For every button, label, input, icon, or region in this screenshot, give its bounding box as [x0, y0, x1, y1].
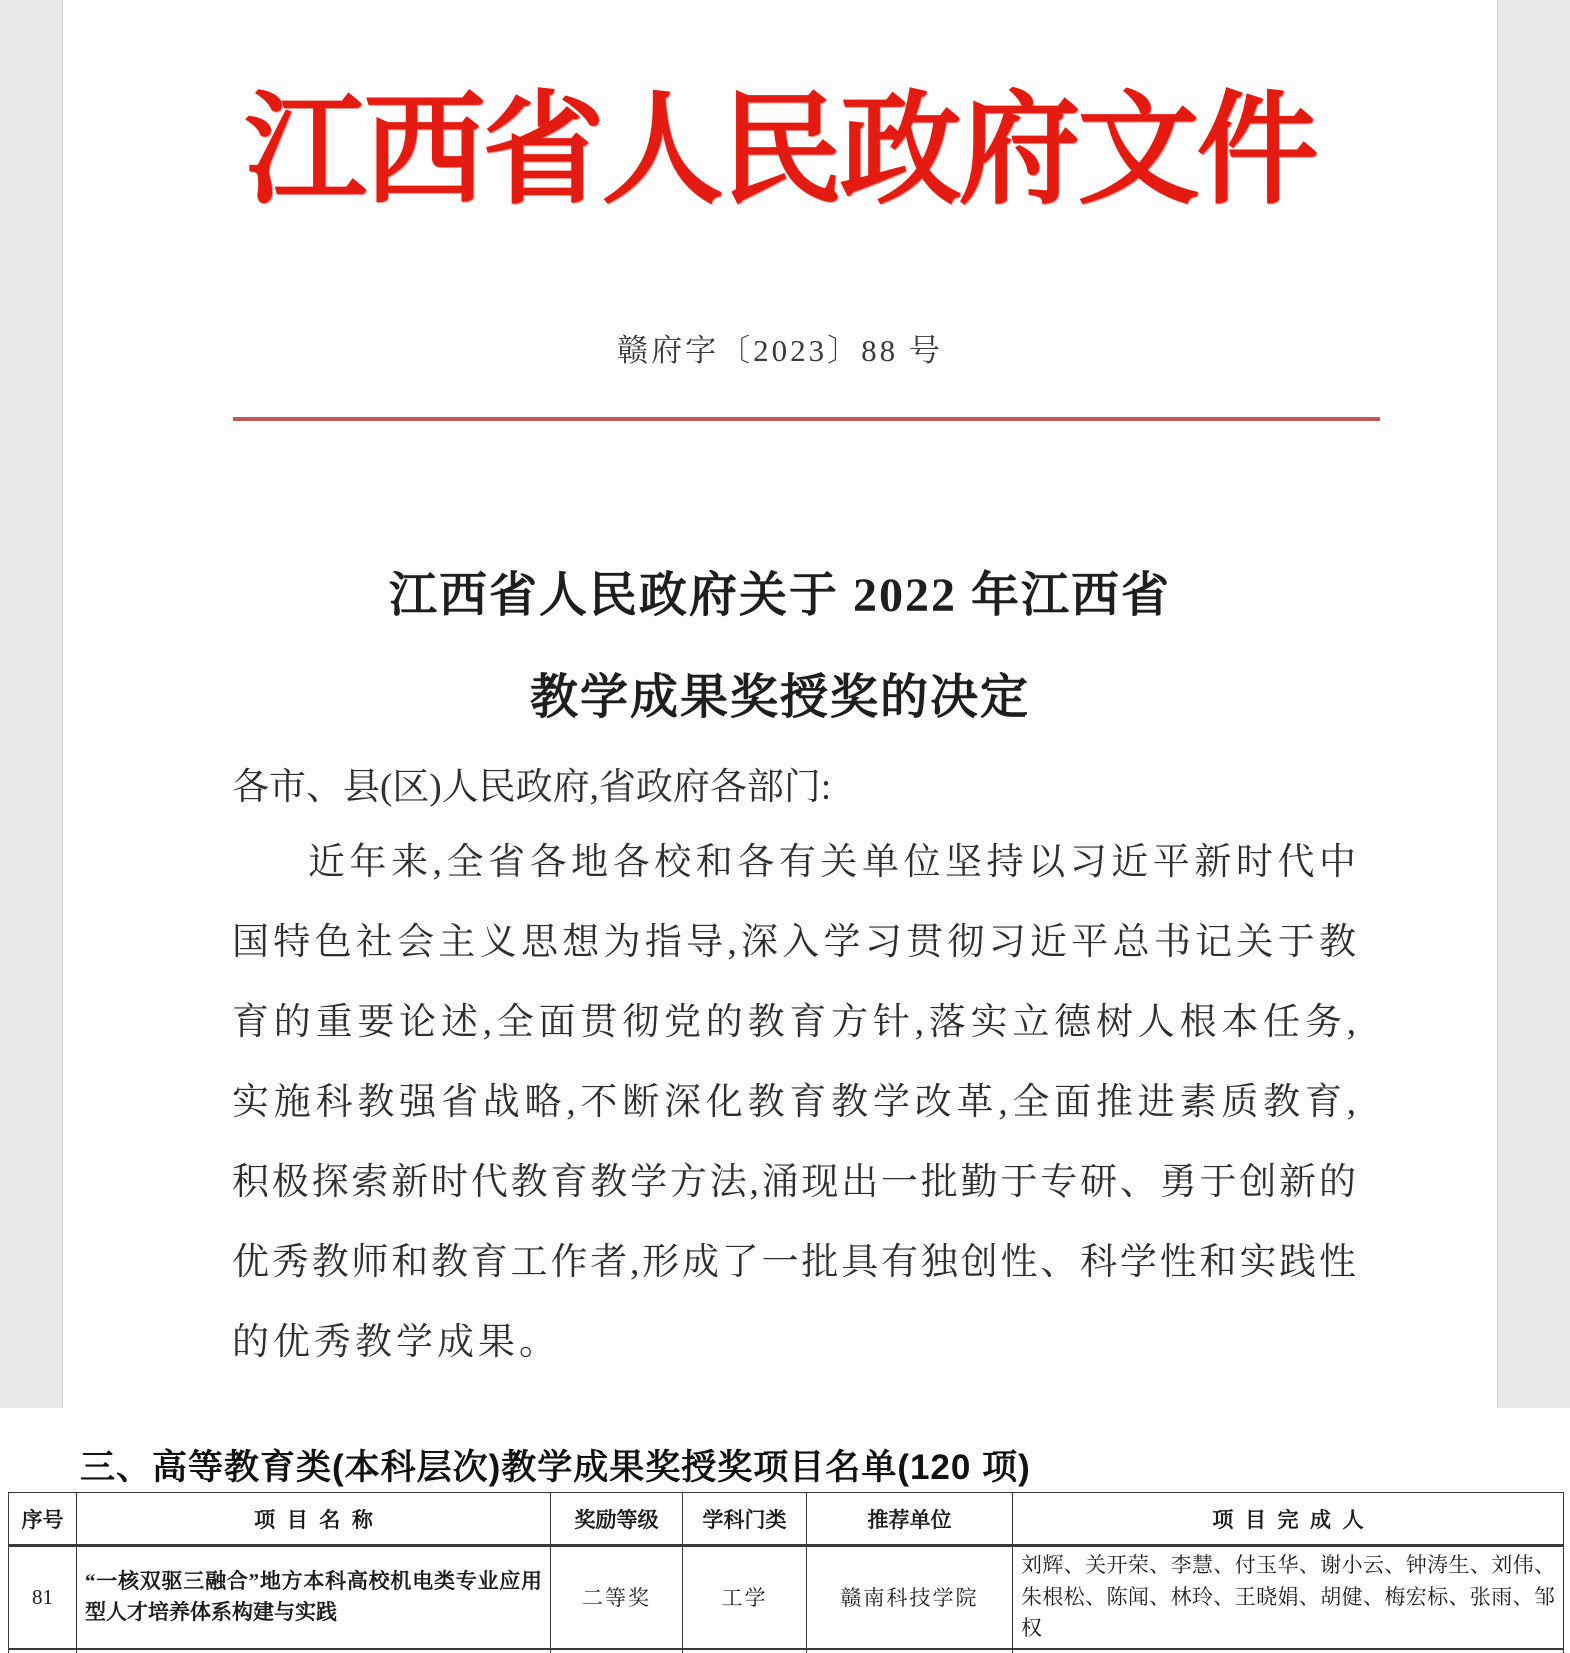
salutation-line: 各市、县(区)人民政府,省政府各部门:	[232, 767, 832, 808]
cell-project-name: “一核双驱三融合”地方本科高校机电类专业应用型人才培养体系构建与实践	[77, 1546, 551, 1649]
awards-table-header-row	[9, 1493, 1564, 1546]
body-paragraph-line: 的优秀教学成果。	[232, 1322, 560, 1363]
body-paragraph-line: 育的重要论述,全面贯彻党的教育方针,落实立德树人根本任务,	[232, 1002, 1356, 1043]
awards-table-row	[9, 1546, 1564, 1649]
cell-completers: 刘辉、关开荣、李慧、付玉华、谢小云、钟涛生、刘伟、朱根松、陈闻、林玲、王晓娟、胡健、梅宏标、张雨、邹权	[1013, 1546, 1564, 1649]
body-paragraph-line: 实施科教强省战略,不断深化教育教学改革,全面推进素质教育,	[232, 1082, 1356, 1123]
body-paragraph-line: 近年来,全省各地各校和各有关单位坚持以习近平新时代中	[308, 842, 1356, 883]
cell-discipline: 工学	[683, 1546, 807, 1649]
document-number: 赣府字〔2023〕88 号	[617, 333, 943, 368]
column-header-project-name: 项目名称	[77, 1493, 551, 1546]
body-paragraph-line: 积极探索新时代教育教学方法,涌现出一批勤于专研、勇于创新的	[232, 1162, 1356, 1203]
document-title-line1: 江西省人民政府关于 2022 年江西省	[388, 569, 1171, 622]
cell-seq: 81	[9, 1546, 77, 1649]
column-header-recommending-unit: 推荐单位	[807, 1493, 1013, 1546]
masthead-title: 江西省人民政府文件	[244, 84, 1316, 219]
award-list-section-heading: 三、高等教育类(本科层次)教学成果奖授奖项目名单(120 项)	[80, 1448, 1031, 1487]
awards-table-next-row-partial	[9, 1649, 1564, 1653]
awards-table	[8, 1492, 1564, 1653]
column-header-seq: 序号	[9, 1493, 77, 1546]
column-header-completers: 项目完成人	[1013, 1493, 1564, 1546]
document-title-line2: 教学成果奖授奖的决定	[529, 671, 1030, 724]
body-paragraph-line: 优秀教师和教育工作者,形成了一批具有独创性、科学性和实践性	[232, 1242, 1356, 1283]
column-header-discipline: 学科门类	[683, 1493, 807, 1546]
cell-award-level: 二等奖	[551, 1546, 683, 1649]
column-header-award-level: 奖励等级	[551, 1493, 683, 1546]
page-margin-left	[0, 0, 63, 1408]
page-margin-right	[1497, 0, 1570, 1408]
cell-recommending-unit: 赣南科技学院	[807, 1546, 1013, 1649]
body-paragraph-line: 国特色社会主义思想为指导,深入学习贯彻习近平总书记关于教	[232, 922, 1356, 963]
red-divider-rule	[233, 417, 1380, 421]
